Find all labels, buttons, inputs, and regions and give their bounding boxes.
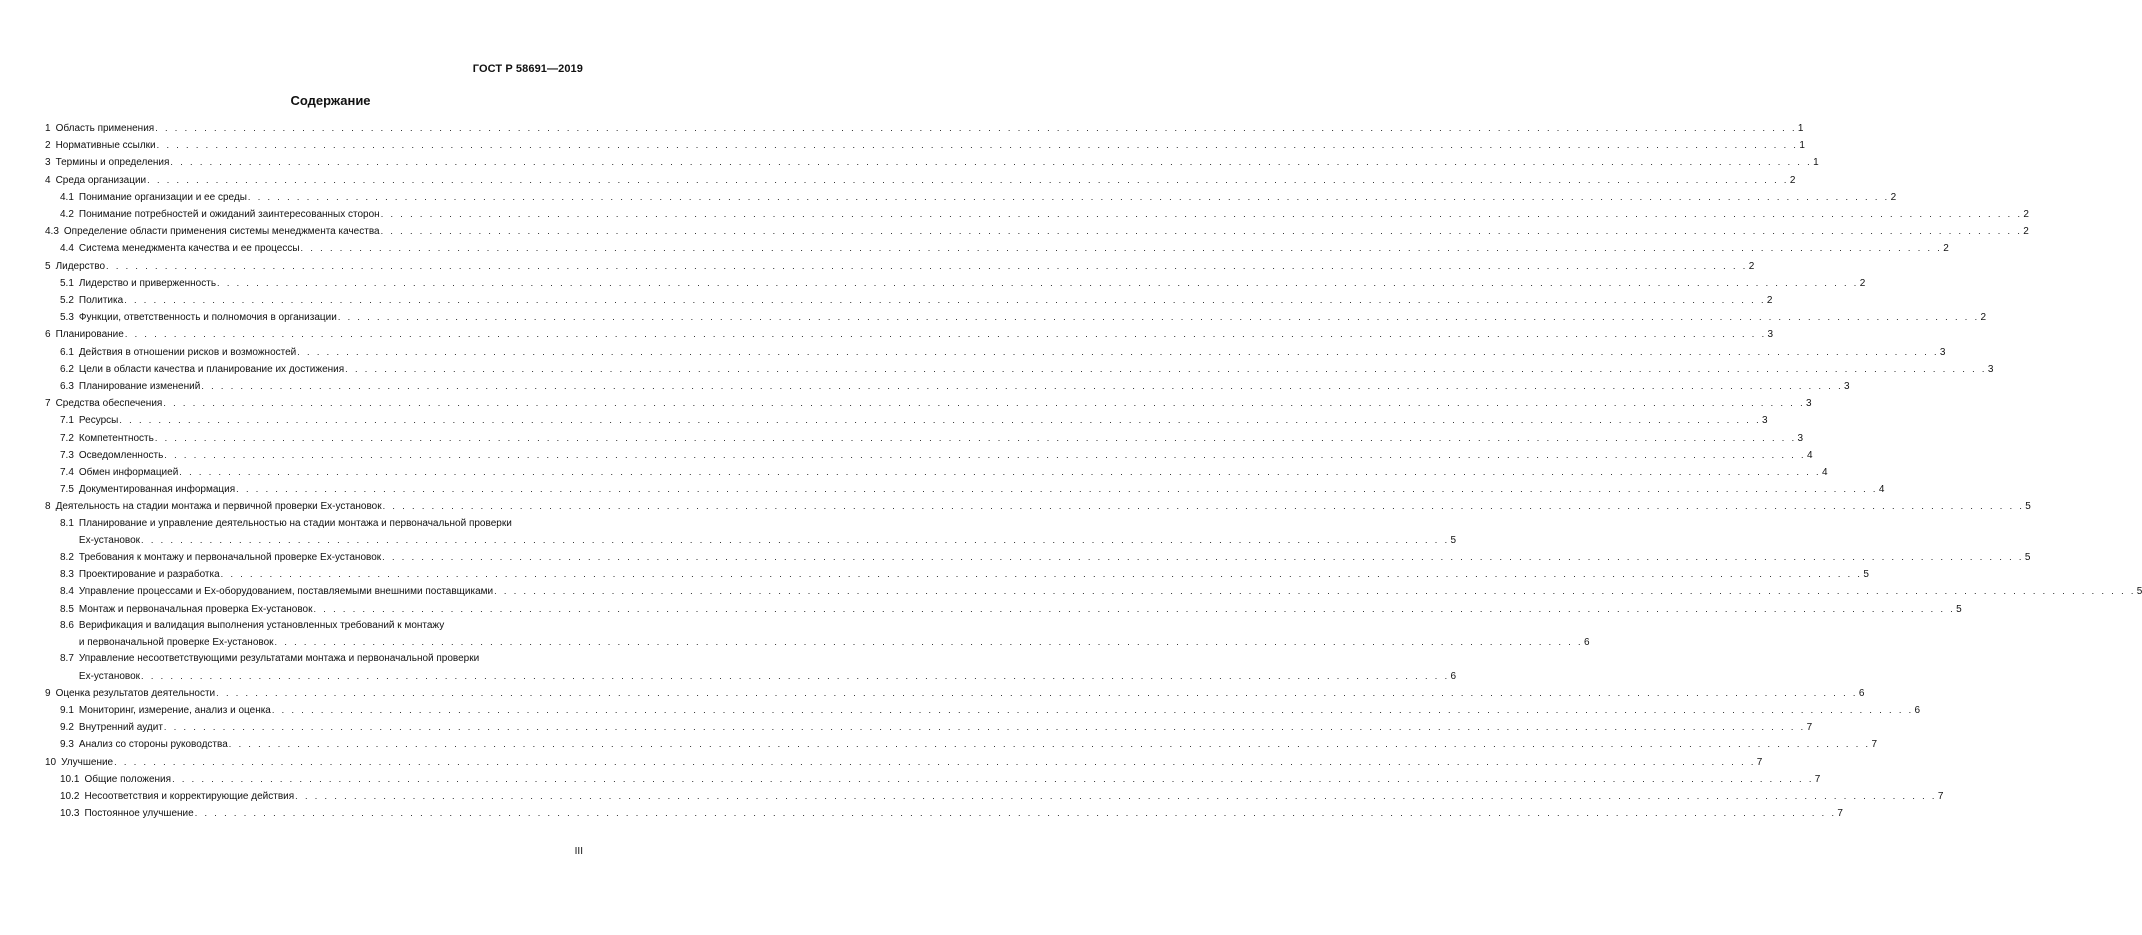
dot-leader <box>141 532 1449 548</box>
toc-entry-4-1[interactable] <box>45 189 1897 206</box>
toc-entry-6-3[interactable] <box>45 378 1850 395</box>
toc-entry-7-4[interactable] <box>45 464 1828 481</box>
toc-title: Понимание потребностей и ожиданий заинтересованных сторон <box>78 209 380 221</box>
toc-title: Область применения <box>55 123 155 134</box>
toc-page: 5 <box>1863 569 1869 581</box>
toc-page: 3 <box>1797 432 1804 444</box>
toc-page: 5 <box>2136 586 2142 598</box>
dot-leader <box>119 412 1761 428</box>
dot-leader <box>164 719 1806 735</box>
toc-page: 2 <box>1859 277 1866 289</box>
toc-entry-9[interactable] <box>45 685 1865 702</box>
dot-leader <box>295 788 1937 804</box>
dot-leader <box>141 668 1449 684</box>
toc-title: Управление несоответствующими результатами монтажа и первоначальной проверки <box>78 653 480 665</box>
toc-page: 6 <box>1858 687 1865 699</box>
toc-number: 9.2 <box>60 722 74 734</box>
toc-number: 9.3 <box>60 739 74 751</box>
toc-number: 4.3 <box>45 226 59 238</box>
toc-page: 6 <box>1450 670 1457 682</box>
toc-number: 6 <box>45 329 51 341</box>
table-of-contents <box>45 120 2142 822</box>
toc-number: 6.3 <box>60 381 74 393</box>
dot-leader <box>338 309 1980 325</box>
toc-number: 4.2 <box>60 209 74 221</box>
dot-leader <box>114 754 1756 770</box>
toc-number: 2 <box>45 140 51 152</box>
toc-title: Среда организации <box>55 174 147 186</box>
dot-leader <box>147 172 1789 188</box>
toc-page: 5 <box>2025 501 2031 513</box>
document-standard-number: ГОСТ Р 58691—2019 <box>472 63 583 75</box>
toc-number: 8 <box>45 501 51 513</box>
toc-title-continued: Ex-установок <box>78 670 141 682</box>
toc-title: Проектирование и разработка <box>78 569 220 581</box>
dot-leader <box>201 378 1843 394</box>
toc-title: Несоответствия и корректирующие действия <box>84 790 295 802</box>
dot-leader <box>383 498 2025 514</box>
dot-leader <box>170 154 1812 170</box>
toc-page: 3 <box>1762 415 1768 427</box>
toc-number: 7.5 <box>60 484 74 496</box>
toc-number: 10 <box>45 756 57 768</box>
toc-entry-6[interactable] <box>45 326 1774 343</box>
toc-title: Монтаж и первоначальная проверка Ex-установок <box>78 603 313 615</box>
dot-leader <box>236 481 1878 497</box>
toc-entry-10-1[interactable] <box>45 771 1821 788</box>
toc-entry-7-5[interactable] <box>45 481 1885 498</box>
dot-leader <box>125 326 1767 342</box>
dot-leader <box>106 258 1748 274</box>
toc-title: Оценка результатов деятельности <box>55 687 216 699</box>
toc-number: 8.6 <box>60 619 74 631</box>
toc-number: 6.2 <box>60 363 74 375</box>
toc-number: 7.2 <box>60 432 74 444</box>
toc-page: 3 <box>1767 329 1774 341</box>
toc-entry-8-3[interactable] <box>45 566 1869 583</box>
toc-page: 2 <box>1748 260 1755 272</box>
toc-title: Компетентность <box>78 432 154 444</box>
toc-page: 6 <box>1914 704 1921 716</box>
page-number: III <box>574 846 583 857</box>
toc-entry-8-5[interactable] <box>45 601 1962 618</box>
dot-leader <box>164 447 1806 463</box>
toc-page: 5 <box>2024 552 2031 564</box>
toc-number: 1 <box>45 123 51 134</box>
toc-page: 3 <box>1987 363 1994 375</box>
toc-entry-10[interactable] <box>45 754 1763 771</box>
dot-leader <box>221 566 1863 582</box>
toc-page: 3 <box>1844 381 1850 393</box>
dot-leader <box>381 223 2023 239</box>
toc-page: 3 <box>1939 346 1946 358</box>
toc-title: Лидерство <box>55 260 106 272</box>
toc-title: Документированная информация <box>78 484 236 496</box>
toc-title: Цели в области качества и планирование их достижения <box>78 363 345 375</box>
toc-entry-4[interactable] <box>45 172 1796 189</box>
dot-leader <box>345 361 1987 377</box>
toc-title: Планирование изменений <box>78 381 201 393</box>
toc-title: Политика <box>78 295 124 307</box>
toc-entry-7[interactable] <box>45 395 1812 412</box>
toc-entry-4-3[interactable] <box>45 223 2029 240</box>
toc-entry-7-1[interactable] <box>45 412 1768 429</box>
toc-page: 2 <box>1789 174 1796 186</box>
toc-title: Определение области применения системы менеджмента качества <box>63 226 380 238</box>
toc-title: Обмен информацией <box>78 467 179 479</box>
toc-entry-2[interactable] <box>45 137 1805 154</box>
toc-entry-8-6[interactable] <box>45 618 1590 651</box>
dot-leader <box>155 430 1797 446</box>
toc-page: 1 <box>1813 157 1819 169</box>
toc-entry-5-3[interactable] <box>45 309 1987 326</box>
page-title: Содержание <box>290 93 371 108</box>
dot-leader <box>229 736 1871 752</box>
toc-entry-10-2[interactable] <box>45 788 1944 805</box>
toc-entry-4-2[interactable] <box>45 206 2029 223</box>
toc-page: 7 <box>1756 756 1763 768</box>
toc-page: 2 <box>2023 209 2029 221</box>
toc-page: 1 <box>1797 123 1804 134</box>
toc-page: 6 <box>1583 637 1590 649</box>
toc-page: 7 <box>1806 722 1813 734</box>
toc-title: Требования к монтажу и первоначальной проверке Ex-установок <box>78 552 382 564</box>
toc-title-continued: и первоначальной проверке Ex-установок <box>78 637 274 649</box>
toc-number: 8.2 <box>60 552 74 564</box>
toc-number: 10.1 <box>60 773 80 785</box>
toc-page: 7 <box>1837 808 1843 820</box>
toc-number: 5.3 <box>60 312 74 324</box>
dot-leader <box>179 464 1821 480</box>
toc-title: Мониторинг, измерение, анализ и оценка <box>78 704 271 716</box>
dot-leader <box>163 395 1805 411</box>
toc-number: 5.1 <box>60 277 74 289</box>
dot-leader <box>248 189 1890 205</box>
toc-entry-8-2[interactable] <box>45 549 2031 566</box>
dot-leader <box>272 702 1914 718</box>
toc-page: 2 <box>1943 243 1949 255</box>
dot-leader <box>275 634 1583 650</box>
dot-leader <box>314 601 1956 617</box>
toc-entry-5-2[interactable] <box>45 292 1773 309</box>
toc-page: 5 <box>1956 603 1962 615</box>
dot-leader <box>494 583 2136 599</box>
toc-number: 8.3 <box>60 569 74 581</box>
toc-title: Деятельность на стадии монтажа и первичной проверки Ex-установок <box>55 501 382 513</box>
toc-entry-3[interactable] <box>45 154 1819 171</box>
toc-page: 2 <box>2023 226 2029 238</box>
toc-page: 7 <box>1937 790 1944 802</box>
toc-entry-9-1[interactable] <box>45 702 1921 719</box>
dot-leader <box>195 805 1837 821</box>
toc-entry-8-7[interactable] <box>45 651 1457 684</box>
toc-entry-6-1[interactable] <box>45 344 1946 361</box>
toc-number: 10.2 <box>60 790 80 802</box>
toc-title: Планирование <box>55 329 124 341</box>
toc-title: Нормативные ссылки <box>55 140 156 152</box>
toc-number: 3 <box>45 157 51 169</box>
toc-title: Общие положения <box>84 773 172 785</box>
toc-entry-8-4[interactable] <box>45 583 2142 600</box>
toc-number: 5 <box>45 260 51 272</box>
toc-title: Термины и определения <box>55 157 170 169</box>
toc-number: 8.7 <box>60 653 74 665</box>
toc-number: 4.4 <box>60 243 74 255</box>
toc-entry-7-2[interactable] <box>45 430 1804 447</box>
toc-page: 7 <box>1871 739 1877 751</box>
toc-number: 9.1 <box>60 704 74 716</box>
toc-title: Улучшение <box>61 756 114 768</box>
toc-title: Функции, ответственность и полномочия в организации <box>78 312 337 324</box>
dot-leader <box>301 240 1943 256</box>
toc-entry-4-4[interactable] <box>45 240 1949 257</box>
dot-leader <box>157 137 1799 153</box>
toc-title: Анализ со стороны руководства <box>78 739 228 751</box>
toc-page: 2 <box>1980 312 1987 324</box>
toc-title: Управление процессами и Ex-оборудованием, поставляемыми внешними поставщиками <box>78 586 494 598</box>
toc-number: 7.3 <box>60 449 74 461</box>
toc-title: Осведомленность <box>78 449 164 461</box>
toc-page: 4 <box>1878 484 1885 496</box>
toc-number: 8.4 <box>60 586 74 598</box>
toc-entry-8[interactable] <box>45 498 2031 515</box>
toc-page: 3 <box>1806 398 1812 410</box>
toc-entry-6-2[interactable] <box>45 361 1994 378</box>
toc-number: 6.1 <box>60 346 74 358</box>
toc-page: 1 <box>1799 140 1805 152</box>
toc-page: 2 <box>1766 295 1773 307</box>
toc-entry-10-3[interactable] <box>45 805 1843 822</box>
toc-page: 7 <box>1814 773 1821 785</box>
toc-number: 4.1 <box>60 191 74 203</box>
toc-number: 7.4 <box>60 467 74 479</box>
toc-entry-5-1[interactable] <box>45 275 1866 292</box>
toc-number: 7 <box>45 398 51 410</box>
dot-leader <box>297 344 1939 360</box>
toc-page: 4 <box>1821 467 1828 479</box>
toc-entry-1[interactable] <box>45 120 1804 137</box>
toc-title: Планирование и управление деятельностью на стадии монтажа и первоначальной проверки <box>78 517 512 529</box>
toc-entry-9-3[interactable] <box>45 736 1877 753</box>
dot-leader <box>155 120 1797 136</box>
toc-number: 4 <box>45 174 51 186</box>
toc-title: Понимание организации и ее среды <box>78 191 247 203</box>
toc-entry-7-3[interactable] <box>45 447 1813 464</box>
toc-page: 2 <box>1890 191 1897 203</box>
toc-number: 8.5 <box>60 603 74 615</box>
dot-leader <box>124 292 1766 308</box>
dot-leader <box>216 685 1858 701</box>
dot-leader <box>217 275 1859 291</box>
toc-entry-9-2[interactable] <box>45 719 1813 736</box>
toc-entry-5[interactable] <box>45 258 1755 275</box>
toc-number: 7.1 <box>60 415 74 427</box>
toc-title: Постоянное улучшение <box>84 808 194 820</box>
toc-number: 8.1 <box>60 517 74 529</box>
toc-title: Верификация и валидация выполнения установленных требований к монтажу <box>78 619 445 631</box>
toc-title: Ресурсы <box>78 415 119 427</box>
toc-title: Действия в отношении рисков и возможностей <box>78 346 297 358</box>
toc-title: Лидерство и приверженность <box>78 277 217 289</box>
dot-leader <box>381 206 2023 222</box>
toc-number: 5.2 <box>60 295 74 307</box>
toc-page: 4 <box>1806 449 1813 461</box>
toc-number: 10.3 <box>60 808 80 820</box>
toc-number: 9 <box>45 687 51 699</box>
toc-entry-8-1[interactable] <box>45 516 1457 549</box>
dot-leader <box>382 549 2024 565</box>
dot-leader <box>172 771 1814 787</box>
toc-title: Внутренний аудит <box>78 722 163 734</box>
toc-title: Система менеджмента качества и ее процессы <box>78 243 300 255</box>
toc-title-continued: Ex-установок <box>78 534 141 546</box>
toc-title: Средства обеспечения <box>55 398 163 410</box>
toc-page: 5 <box>1450 534 1457 546</box>
